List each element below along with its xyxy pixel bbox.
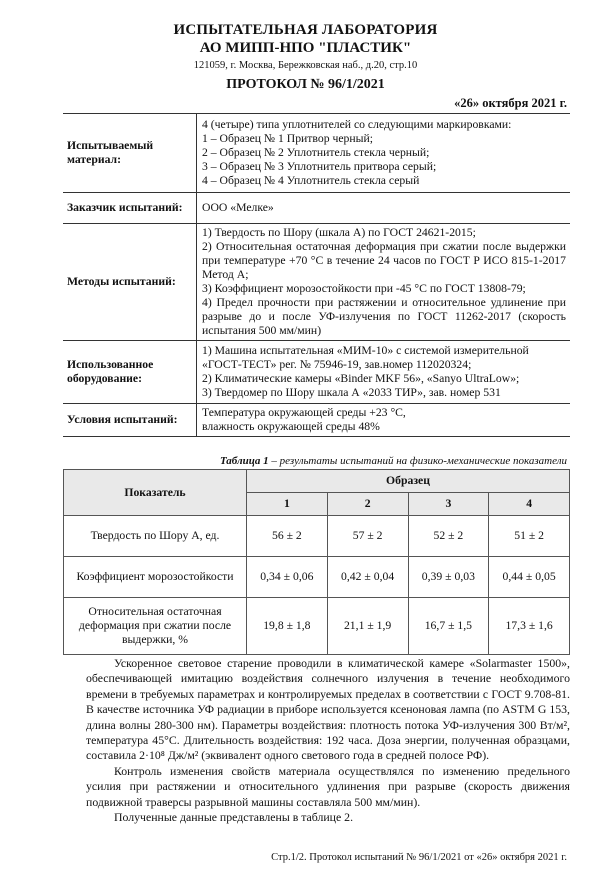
methods-value (197, 224, 571, 341)
method-line: 2) Относительная остаточная деформация при сжатии после выдержки при температуре +70 °С в течение 24 часов по ГОСТ Р ИСО 815-1-2017 Метод А; (202, 240, 566, 281)
table-caption-text: – результаты испытаний на физико-механические показатели (268, 455, 567, 467)
table-caption-number: Таблица 1 (219, 455, 269, 467)
paragraph-results-ref: Полученные данные представлены в таблице 2. (114, 810, 354, 825)
results-table (63, 469, 570, 655)
table-cell: 57 ± 2 (327, 516, 408, 557)
material-line: 3 – Образец № 3 Уплотнитель притвора серый; (202, 160, 437, 173)
info-row-material (63, 114, 570, 193)
info-row-conditions (63, 404, 570, 437)
method-line: 4) Предел прочности при растяжении и относительное удлинение при разрыве до и после УФ-излучения по ГОСТ 11262-2017 (скорость испытания 500 мм/мин) (202, 296, 566, 337)
info-row-customer (63, 193, 570, 224)
customer-value: ООО «Мелке» (197, 193, 571, 224)
table-cell: 17,3 ± 1,6 (489, 598, 570, 655)
table-row (64, 516, 570, 557)
org-address: 121059, г. Москва, Бережковская наб., д.20, стр.10 (193, 60, 418, 71)
indicator-name: Твердость по Шору А, ед. (64, 516, 247, 557)
indicator-name: Коэффициент морозостойкости (64, 557, 247, 598)
sample-header: Образец (247, 470, 570, 493)
table-cell: 0,34 ± 0,06 (247, 557, 328, 598)
material-line: 1 – Образец № 1 Притвор черный; (202, 132, 373, 145)
table-caption (220, 455, 567, 467)
protocol-date: «26» октября 2021 г. (454, 96, 567, 110)
equipment-line: 1) Машина испытательная «МИМ-10» с системой измерительной «ГОСТ-ТЕСТ» рег. № 75946-19, зав.номер 112020324; (202, 344, 529, 371)
material-line: 2 – Образец № 2 Уплотнитель стекла черный; (202, 146, 430, 159)
info-row-methods (63, 224, 570, 341)
equipment-value (197, 341, 571, 404)
table-cell: 52 ± 2 (408, 516, 489, 557)
material-line: 4 (четыре) типа уплотнителей со следующими маркировками: (202, 118, 512, 131)
indicator-header: Показатель (64, 470, 247, 516)
protocol-number: ПРОТОКОЛ № 96/1/2021 (226, 77, 385, 92)
methods-label: Методы испытаний: (63, 224, 197, 341)
paragraph-control: Контроль изменения свойств материала осуществлялся по изменению предельного усилия при растяжении и относительного удлинения при разрыве (скорость движения подвижной траверсы разрывной машины составляла 500 мм/мин). (86, 763, 570, 809)
material-line: 4 – Образец № 4 Уплотнитель стекла серый (202, 174, 420, 187)
org-name: АО МИПП-НПО "ПЛАСТИК" (199, 40, 412, 56)
table-cell: 0,42 ± 0,04 (327, 557, 408, 598)
table-cell: 19,8 ± 1,8 (247, 598, 328, 655)
table-cell: 0,39 ± 0,03 (408, 557, 489, 598)
equipment-label: Использованное оборудование: (63, 341, 197, 404)
table-cell: 21,1 ± 1,9 (327, 598, 408, 655)
sample-number: 2 (327, 493, 408, 516)
table-cell: 51 ± 2 (489, 516, 570, 557)
lab-title: ИСПЫТАТЕЛЬНАЯ ЛАБОРАТОРИЯ (173, 22, 438, 38)
equipment-line: 2) Климатические камеры «Binder MKF 56», «Sanyo UltraLow»; (202, 372, 520, 385)
indicator-name: Относительная остаточная деформация при сжатии после выдержки, % (64, 598, 247, 655)
page-footer: Стр.1/2. Протокол испытаний № 96/1/2021 от «26» октября 2021 г. (271, 852, 567, 863)
sample-number: 4 (489, 493, 570, 516)
table-cell: 16,7 ± 1,5 (408, 598, 489, 655)
table-row (64, 557, 570, 598)
body-text (86, 656, 570, 825)
method-line: 3) Коэффициент морозостойкости при -45 °С по ГОСТ 13808-79; (202, 282, 526, 295)
material-value (197, 114, 571, 193)
table-cell: 56 ± 2 (247, 516, 328, 557)
sample-number: 3 (408, 493, 489, 516)
conditions-value (197, 404, 571, 437)
info-table (63, 113, 570, 437)
table-row (64, 598, 570, 655)
method-line: 1) Твердость по Шору (шкала А) по ГОСТ 24621-2015; (202, 226, 476, 239)
table-cell: 0,44 ± 0,05 (489, 557, 570, 598)
customer-label: Заказчик испытаний: (63, 193, 197, 224)
paragraph-aging: Ускоренное световое старение проводили в климатической камере «Solarmaster 1500», обеспечивающей имитацию воздействия солнечного излучения в течение необходимого времени в требуемых параметрах и контролируемых пределах в соответствии с ГОСТ 9.708-81. В качестве источника УФ радиации в приборе используется ксеноновая лампа (по ASTM G 153, длина волны 280-300 нм). Параметры воздействия: плотность потока УФ-излучения 300 Вт/м², температура 45°С. Длительность воздействия: 192 часа. Доза энергии, полученная образцами, составила 2·10⁸ Дж/м² (эквивалент одного светового года в средней полосе РФ). (86, 656, 570, 763)
conditions-line: влажность окружающей среды 48% (202, 420, 380, 433)
conditions-line: Температура окружающей среды +23 °С, (202, 406, 406, 419)
material-label: Испытываемый материал: (63, 114, 197, 193)
results-header-row (64, 470, 570, 493)
conditions-label: Условия испытаний: (63, 404, 197, 437)
info-row-equipment (63, 341, 570, 404)
equipment-line: 3) Твердомер по Шору шкала А «2033 ТИР», зав. номер 531 (202, 386, 501, 399)
sample-number: 1 (247, 493, 328, 516)
